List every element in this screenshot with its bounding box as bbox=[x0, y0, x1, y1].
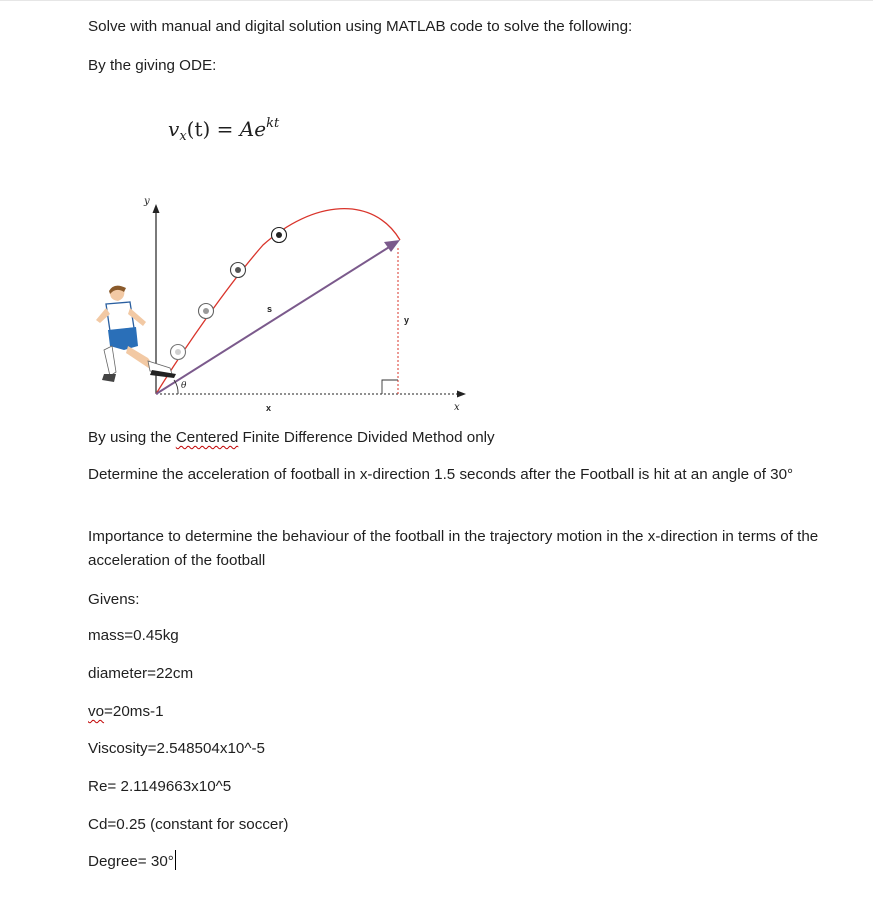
text-cursor bbox=[175, 850, 176, 870]
s-label: s bbox=[267, 304, 273, 314]
right-angle-marker bbox=[382, 380, 398, 394]
given-degree-line[interactable] bbox=[88, 850, 176, 874]
x-axis-label: x bbox=[454, 402, 460, 413]
eq-rhs-base: Ae bbox=[239, 117, 267, 141]
ode-equation bbox=[168, 116, 279, 144]
x-component-label: x bbox=[266, 403, 272, 413]
method-text-after: Finite Difference Divided Method only bbox=[238, 429, 495, 446]
displacement-arrowhead bbox=[384, 240, 400, 252]
method-paragraph bbox=[88, 426, 495, 450]
importance-paragraph: Importance to determine the behaviour of the football in the trajectory motion in the x-direction in terms of the acceleration of the football bbox=[88, 528, 819, 569]
given-mass: mass=0.45kg bbox=[88, 627, 179, 644]
y-axis-arrowhead bbox=[153, 204, 160, 213]
spell-flag-vo: vo bbox=[88, 703, 105, 720]
page-top-edge bbox=[0, 0, 873, 1]
football-4 bbox=[272, 228, 287, 243]
given-degree: Degree= 30° bbox=[88, 853, 174, 870]
spell-flag-centered: Centered bbox=[175, 429, 239, 446]
football-3 bbox=[231, 263, 246, 278]
eq-equals: = bbox=[216, 117, 234, 141]
given-diameter: diameter=22cm bbox=[88, 665, 194, 682]
football-2 bbox=[199, 304, 214, 319]
given-viscosity: Viscosity=2.548504x10^-5 bbox=[88, 740, 265, 757]
x-axis-arrowhead bbox=[457, 391, 466, 398]
given-reynolds: Re= 2.1149663x10^5 bbox=[88, 778, 232, 795]
given-drag-coefficient: Cd=0.25 (constant for soccer) bbox=[88, 816, 289, 833]
eq-lhs-sub: x bbox=[179, 129, 187, 144]
football-1 bbox=[171, 345, 186, 360]
y-component-label: y bbox=[404, 315, 410, 325]
eq-lhs-var: v bbox=[168, 117, 180, 141]
given-velocity bbox=[88, 700, 164, 724]
ode-label: By the giving ODE: bbox=[88, 57, 217, 74]
intro-paragraph: Solve with manual and digital solution using MATLAB code to solve the following: bbox=[88, 18, 633, 35]
eq-rhs-exp: kt bbox=[266, 116, 280, 131]
givens-heading: Givens: bbox=[88, 591, 140, 608]
task-paragraph: Determine the acceleration of football in x-direction 1.5 seconds after the Football is hit at an angle of 30° bbox=[88, 466, 794, 483]
angle-label: θ bbox=[181, 381, 187, 391]
displacement-vector bbox=[156, 244, 394, 394]
soccer-player-illustration bbox=[96, 286, 176, 382]
eq-lhs-arg: (t) bbox=[186, 117, 211, 141]
given-velocity-value: =20ms-1 bbox=[104, 703, 164, 720]
trajectory-figure bbox=[88, 190, 478, 422]
method-text-before: By using the bbox=[88, 429, 176, 446]
y-axis-label: y bbox=[144, 196, 150, 207]
